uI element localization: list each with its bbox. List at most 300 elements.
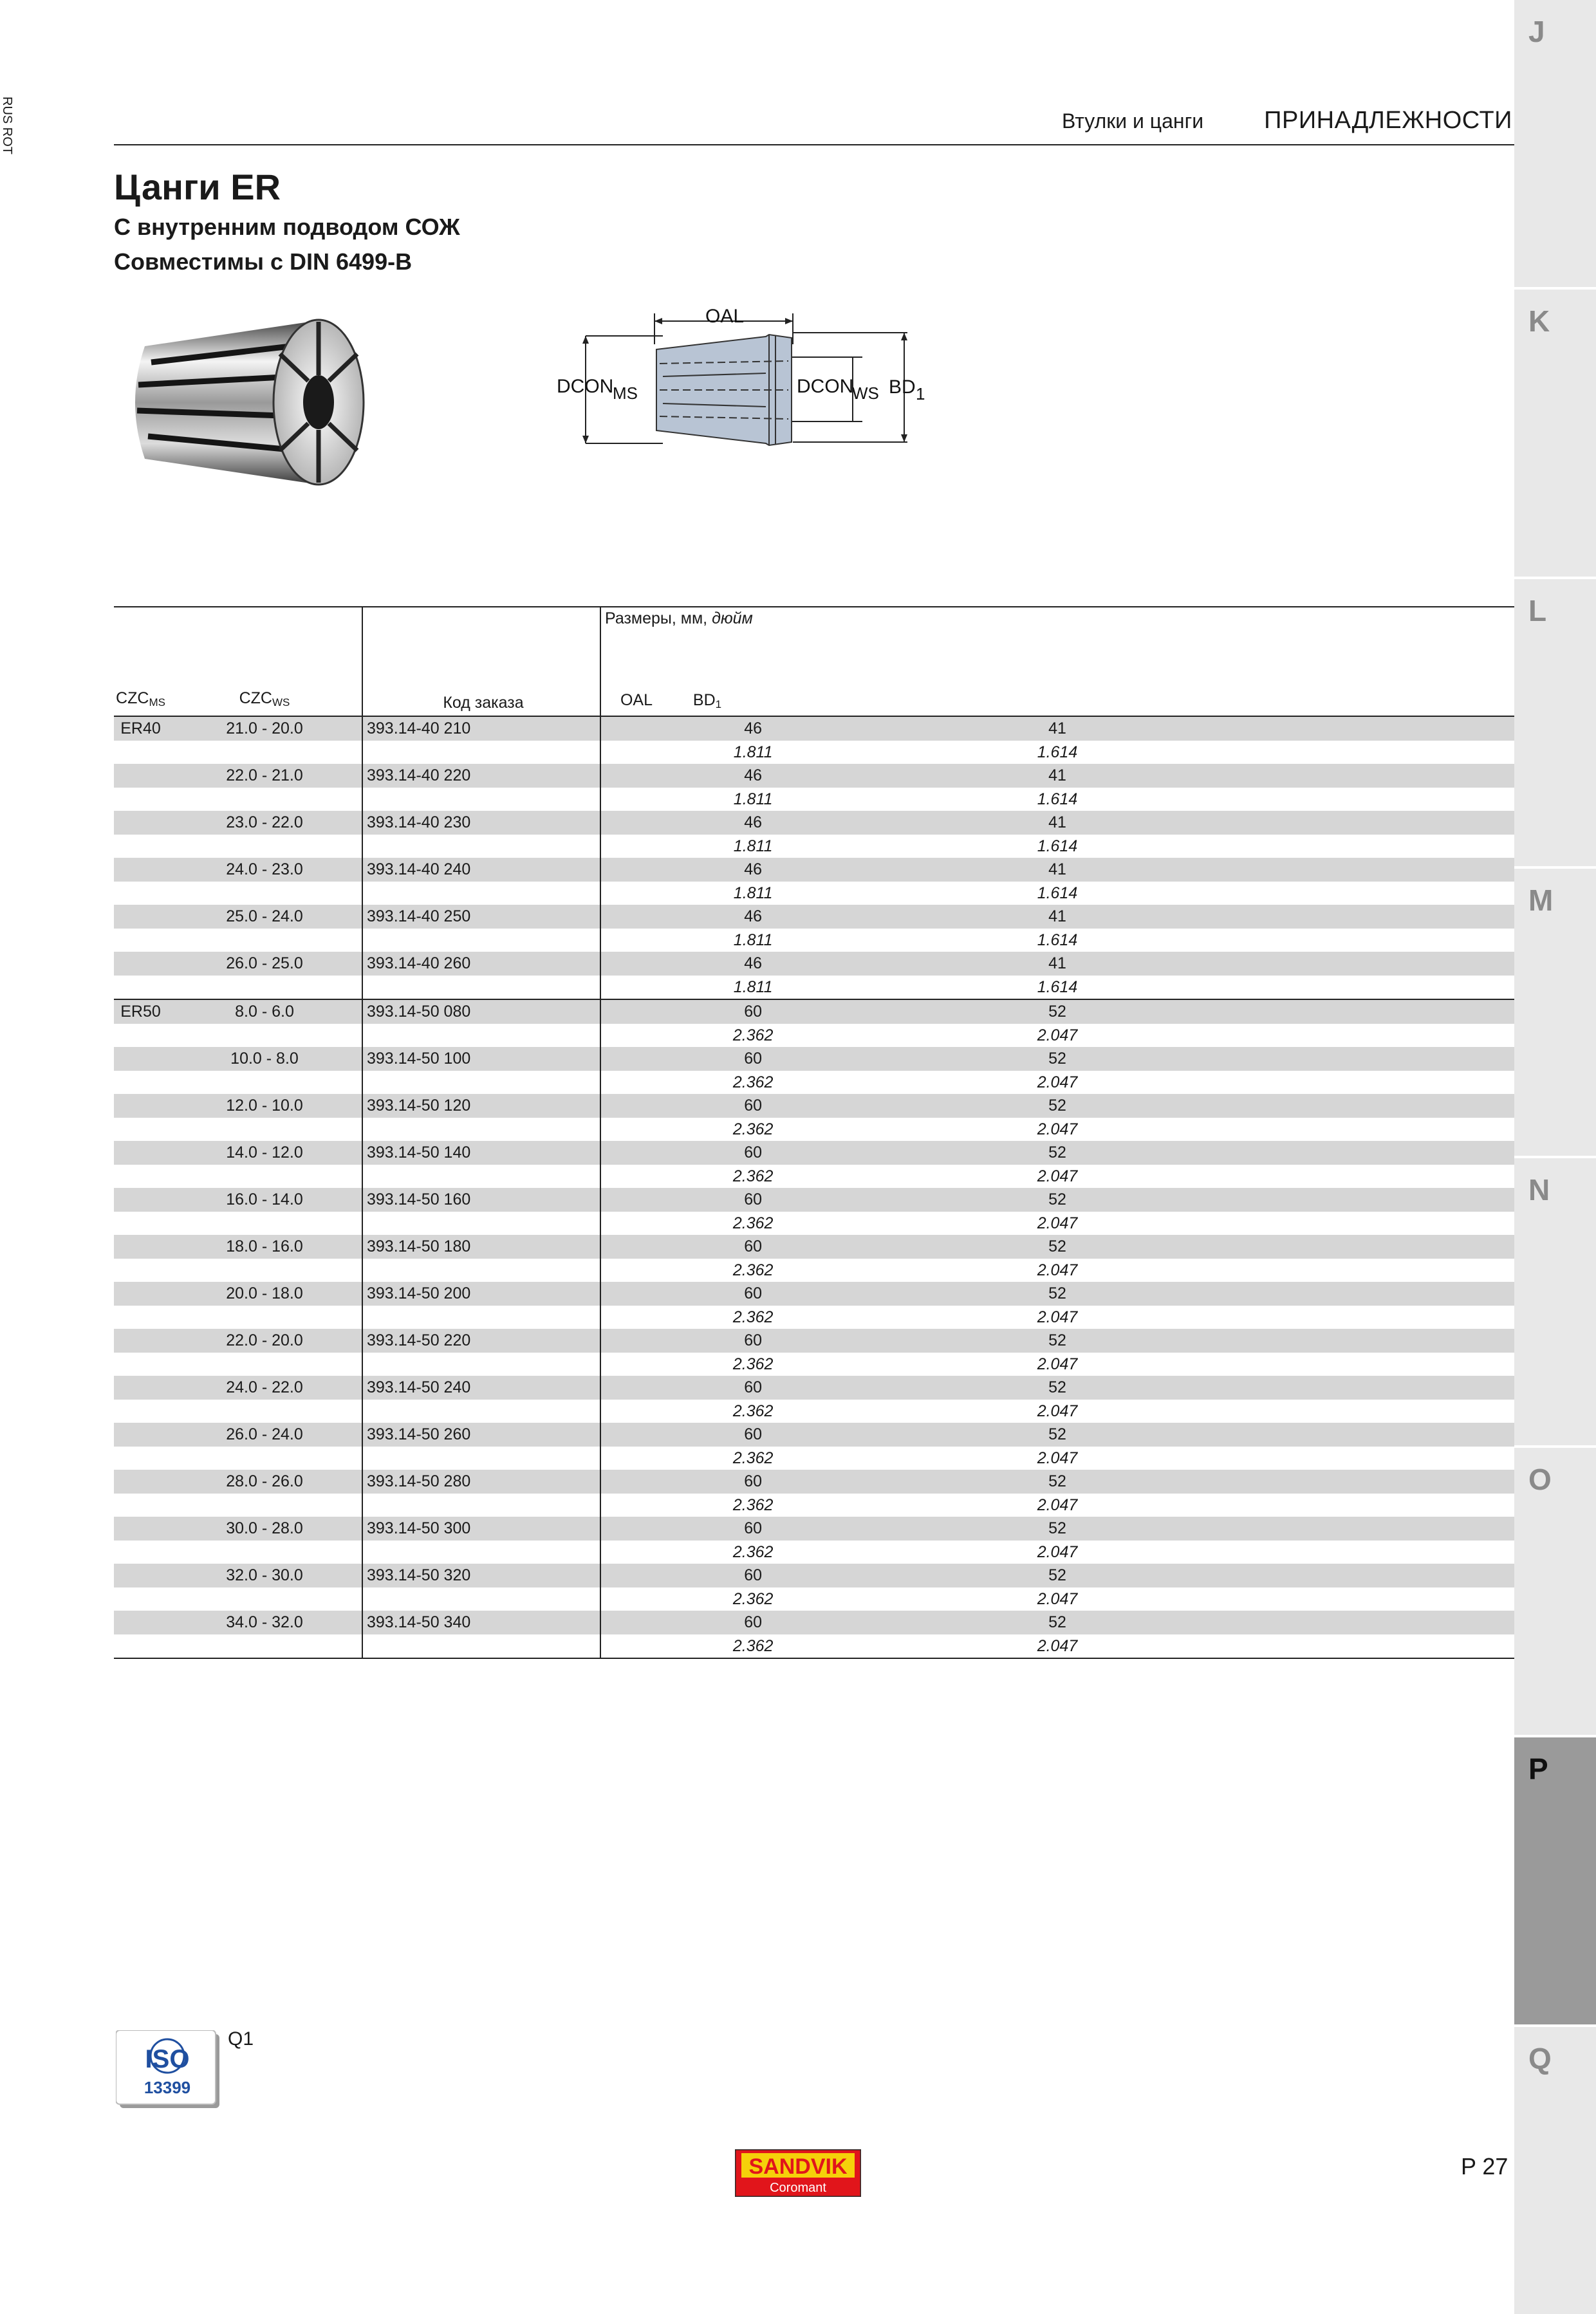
- cell-empty: [167, 1212, 362, 1236]
- cell-oal-inch: 2.362: [600, 1071, 905, 1095]
- cell-czc-ws: 34.0 - 32.0: [167, 1611, 362, 1634]
- cell-bd1-inch: 2.047: [1037, 1589, 1078, 1608]
- cell-bd1-mm: 41: [905, 811, 1209, 835]
- table-row: [114, 1423, 1514, 1447]
- cell-empty: [1210, 1634, 1514, 1659]
- cell-empty: [167, 1587, 362, 1611]
- col-bd1: $BD_1$: [692, 691, 722, 710]
- cell-empty: [362, 1212, 600, 1236]
- cell-bd1-inch: 1.614: [1037, 884, 1078, 902]
- cell-czc-ms: [114, 952, 167, 976]
- cell-empty: [114, 1494, 167, 1517]
- cell-oal-mm: 60: [600, 1282, 905, 1306]
- cell-empty: [362, 976, 600, 1000]
- cell-czc-ms: [114, 1235, 167, 1259]
- cell-empty: [1210, 1353, 1514, 1376]
- cell-empty: [362, 741, 600, 764]
- cell-empty: [114, 1306, 167, 1329]
- cell-czc-ws: 23.0 - 22.0: [167, 811, 362, 835]
- cell-oal-mm: 60: [600, 1611, 905, 1634]
- table-row: [114, 716, 1514, 741]
- logo-brand: SANDVIK: [748, 2154, 848, 2179]
- cell-empty: [1210, 1259, 1514, 1282]
- collet-image: [125, 314, 370, 491]
- cell-bd1-inch: 2.047: [1037, 1167, 1078, 1185]
- cell-bd1-inch: 2.047: [905, 1634, 1209, 1659]
- table-row-inch: [114, 1587, 1514, 1611]
- table-row: [114, 1376, 1514, 1400]
- cell-empty: [114, 1353, 167, 1376]
- cell-czc-ms: [114, 1094, 167, 1118]
- cell-bd1-mm: 52: [905, 1564, 1209, 1587]
- cell-czc-ms: [114, 905, 167, 929]
- cell-oal-inch: 2.362: [600, 1165, 905, 1189]
- cell-bd1-mm: 52: [905, 1235, 1209, 1259]
- cell-bd1-mm: 52: [905, 1141, 1209, 1165]
- table-row: [114, 1047, 1514, 1071]
- cell-empty: [1210, 952, 1514, 976]
- col-oal: OAL: [620, 691, 653, 709]
- iso-number: 13399: [144, 2078, 191, 2097]
- cell-empty: [114, 1400, 167, 1423]
- table-row-inch: [114, 929, 1514, 952]
- table-row-inch: [114, 976, 1514, 1000]
- header-subsection: Втулки и цанги: [1062, 109, 1204, 133]
- table-row-inch: [114, 1259, 1514, 1282]
- cell-empty: [1210, 1094, 1514, 1118]
- dcon-ms-label: DCON: [557, 376, 614, 397]
- cell-empty: [114, 1071, 167, 1095]
- cell-empty: [1210, 976, 1514, 1000]
- cell-empty: [167, 1071, 362, 1095]
- cell-empty: [1210, 788, 1514, 811]
- header-section: ПРИНАДЛЕЖНОСТИ: [1264, 107, 1512, 134]
- cell-czc-ws: 22.0 - 20.0: [167, 1329, 362, 1353]
- cell-czc-ws: 24.0 - 23.0: [167, 858, 362, 882]
- q-reference: Q1: [228, 2028, 254, 2050]
- cell-empty: [1210, 1047, 1514, 1071]
- cell-oal-inch: 2.362: [600, 1447, 905, 1470]
- cell-empty: [1210, 1400, 1514, 1423]
- iso-text: ISO: [145, 2045, 190, 2073]
- cell-bd1-mm: 52: [905, 1423, 1209, 1447]
- table-row-inch: [114, 1212, 1514, 1236]
- table-row-inch: [114, 1118, 1514, 1142]
- cell-empty: [114, 788, 167, 811]
- cell-czc-ms: [114, 1564, 167, 1587]
- table-row: [114, 1235, 1514, 1259]
- cell-empty: [167, 835, 362, 858]
- cell-empty: [167, 1353, 362, 1376]
- cell-oal-mm: 60: [600, 1517, 905, 1541]
- cell-empty: [1210, 1447, 1514, 1470]
- cell-bd1-mm: 52: [905, 1094, 1209, 1118]
- cell-order-code: 393.14-50 340: [362, 1611, 600, 1634]
- cell-bd1-mm: 52: [905, 1188, 1209, 1212]
- cell-empty: [362, 882, 600, 905]
- side-code: RUS ROT: [0, 97, 14, 154]
- tab-n[interactable]: N: [1514, 1158, 1596, 1445]
- iso-13399-badge: [116, 2030, 222, 2111]
- cell-oal-inch: 2.362: [600, 1259, 905, 1282]
- cell-empty: [1210, 1071, 1514, 1095]
- cell-order-code: 393.14-50 300: [362, 1517, 600, 1541]
- cell-empty: [1210, 1118, 1514, 1142]
- cell-empty: [1210, 716, 1514, 741]
- cell-czc-ms: [114, 764, 167, 788]
- table-row-inch: [114, 1165, 1514, 1189]
- cell-czc-ws: 21.0 - 20.0: [167, 716, 362, 741]
- cell-bd1-inch: 2.047: [1037, 1073, 1078, 1091]
- cell-order-code: 393.14-50 260: [362, 1423, 600, 1447]
- cell-oal-mm: 60: [600, 1188, 905, 1212]
- cell-empty: [114, 1541, 167, 1564]
- cell-empty: [114, 1165, 167, 1189]
- cell-order-code: 393.14-40 240: [362, 858, 600, 882]
- cell-oal-mm: 60: [600, 1047, 905, 1071]
- cell-czc-ws: 16.0 - 14.0: [167, 1188, 362, 1212]
- cell-empty: [1210, 1188, 1514, 1212]
- cell-order-code: 393.14-50 140: [362, 1141, 600, 1165]
- cell-empty: [114, 882, 167, 905]
- cell-empty: [167, 1259, 362, 1282]
- table-row-inch: [114, 1306, 1514, 1329]
- header-rule: [114, 144, 1514, 145]
- cell-empty: [1210, 1329, 1514, 1353]
- cell-czc-ws: 26.0 - 24.0: [167, 1423, 362, 1447]
- cell-empty: [1210, 835, 1514, 858]
- cell-empty: [362, 1071, 600, 1095]
- cell-oal-mm: 60: [600, 1564, 905, 1587]
- cell-order-code: 393.14-50 080: [362, 999, 600, 1024]
- cell-bd1-mm: 41: [905, 905, 1209, 929]
- subtitle-din: Совместимы с DIN 6499-B: [114, 248, 413, 275]
- cell-empty: [1210, 741, 1514, 764]
- cell-oal-inch: 1.811: [600, 976, 905, 1000]
- cell-oal-inch: 1.811: [600, 835, 905, 858]
- cell-empty: [114, 1447, 167, 1470]
- table-row-inch: [114, 1353, 1514, 1376]
- section-tabs: [1514, 0, 1596, 2257]
- cell-czc-ms: ER40: [114, 716, 167, 741]
- cell-czc-ws: 32.0 - 30.0: [167, 1564, 362, 1587]
- cell-empty: [167, 1306, 362, 1329]
- cell-bd1-mm: 52: [905, 1517, 1209, 1541]
- table-row: [114, 1564, 1514, 1587]
- cell-czc-ws: 14.0 - 12.0: [167, 1141, 362, 1165]
- table-row: [114, 1329, 1514, 1353]
- tab-m[interactable]: M: [1514, 869, 1596, 1156]
- cell-czc-ws: 12.0 - 10.0: [167, 1094, 362, 1118]
- cell-empty: [1210, 1282, 1514, 1306]
- table-row-inch: [114, 1447, 1514, 1470]
- cell-empty: [362, 1353, 600, 1376]
- cell-order-code: 393.14-40 210: [362, 716, 600, 741]
- tab-j[interactable]: J: [1514, 0, 1596, 287]
- table-row: [114, 999, 1514, 1024]
- table-row: [114, 1141, 1514, 1165]
- cell-oal-inch: 1.811: [600, 741, 905, 764]
- cell-empty: [114, 929, 167, 952]
- cell-bd1-mm: 41: [905, 764, 1209, 788]
- cell-bd1-inch: 2.047: [1037, 1261, 1078, 1279]
- cell-empty: [1210, 1376, 1514, 1400]
- cell-empty: [114, 1024, 167, 1048]
- cell-empty: [167, 1494, 362, 1517]
- cell-oal-inch: 2.362: [600, 1541, 905, 1564]
- cell-oal-mm: 46: [600, 952, 905, 976]
- cell-oal-inch: 2.362: [600, 1024, 905, 1048]
- cell-oal-inch: 2.362: [600, 1353, 905, 1376]
- cell-czc-ms: [114, 858, 167, 882]
- cell-czc-ws: 22.0 - 21.0: [167, 764, 362, 788]
- dcon-ws-label: DCON: [797, 376, 854, 397]
- cell-bd1-inch: 1.614: [1037, 930, 1078, 949]
- cell-empty: [1210, 1517, 1514, 1541]
- collet-spec-table: [114, 606, 1514, 1659]
- cell-order-code: 393.14-50 120: [362, 1094, 600, 1118]
- cell-order-code: 393.14-50 180: [362, 1235, 600, 1259]
- cell-oal-inch: 2.362: [600, 1400, 905, 1423]
- oal-label: OAL: [705, 306, 745, 327]
- cell-empty: [362, 1400, 600, 1423]
- cell-empty: [114, 1118, 167, 1142]
- table-row: [114, 1282, 1514, 1306]
- table-row: [114, 1188, 1514, 1212]
- table-row: [114, 811, 1514, 835]
- cell-czc-ws: 28.0 - 26.0: [167, 1470, 362, 1494]
- cell-empty: [1210, 1587, 1514, 1611]
- cell-czc-ms: [114, 1423, 167, 1447]
- cell-bd1-inch: 1.614: [1037, 790, 1078, 808]
- cell-empty: [362, 788, 600, 811]
- cell-empty: [167, 788, 362, 811]
- cell-empty: [167, 882, 362, 905]
- cell-empty: [167, 1634, 362, 1659]
- cell-oal-inch: 2.362: [600, 1212, 905, 1236]
- cell-oal-mm: 46: [600, 858, 905, 882]
- cell-oal-inch: 2.362: [600, 1494, 905, 1517]
- cell-bd1-mm: 52: [905, 1329, 1209, 1353]
- cell-empty: [114, 835, 167, 858]
- cell-oal-mm: 60: [600, 1235, 905, 1259]
- cell-czc-ws: 20.0 - 18.0: [167, 1282, 362, 1306]
- cell-bd1-mm: 52: [905, 999, 1209, 1024]
- cell-czc-ms: [114, 1141, 167, 1165]
- tab-k[interactable]: K: [1514, 290, 1596, 577]
- cell-bd1-mm: 52: [905, 1047, 1209, 1071]
- table-row-inch: [114, 741, 1514, 764]
- cell-empty: [167, 1447, 362, 1470]
- cell-oal-inch: 2.362: [600, 1118, 905, 1142]
- cell-oal-inch: 1.811: [600, 929, 905, 952]
- cell-czc-ms: [114, 1047, 167, 1071]
- cell-empty: [362, 1634, 600, 1659]
- cell-empty: [362, 929, 600, 952]
- table-row: [114, 1611, 1514, 1634]
- page-number: P 27: [1461, 2153, 1508, 2180]
- cell-czc-ms: [114, 1329, 167, 1353]
- cell-czc-ms: [114, 1282, 167, 1306]
- cell-czc-ws: 10.0 - 8.0: [167, 1047, 362, 1071]
- cell-empty: [1210, 905, 1514, 929]
- cell-bd1-mm: 52: [905, 1376, 1209, 1400]
- cell-empty: [167, 976, 362, 1000]
- cell-czc-ws: 25.0 - 24.0: [167, 905, 362, 929]
- tab-o[interactable]: O: [1514, 1448, 1596, 1735]
- cell-empty: [167, 1541, 362, 1564]
- cell-czc-ms: [114, 1188, 167, 1212]
- cell-empty: [1210, 1306, 1514, 1329]
- cell-empty: [1210, 1212, 1514, 1236]
- cell-empty: [1210, 1423, 1514, 1447]
- cell-bd1-inch: 2.047: [1037, 1026, 1078, 1044]
- cell-bd1-inch: 2.047: [1037, 1495, 1078, 1514]
- cell-oal-mm: 46: [600, 716, 905, 741]
- cell-empty: [362, 1494, 600, 1517]
- cell-order-code: 393.14-50 240: [362, 1376, 600, 1400]
- cell-czc-ms: [114, 1611, 167, 1634]
- cell-oal-mm: 46: [600, 764, 905, 788]
- cell-czc-ws: 8.0 - 6.0: [167, 999, 362, 1024]
- cell-empty: [1210, 999, 1514, 1024]
- cell-bd1-inch: 2.047: [1037, 1120, 1078, 1138]
- cell-empty: [1210, 1165, 1514, 1189]
- cell-empty: [1210, 929, 1514, 952]
- cell-oal-inch: 1.811: [600, 882, 905, 905]
- cell-order-code: 393.14-40 220: [362, 764, 600, 788]
- cell-empty: [362, 1118, 600, 1142]
- cell-empty: [362, 1587, 600, 1611]
- cell-empty: [167, 929, 362, 952]
- cell-empty: [114, 741, 167, 764]
- cell-empty: [362, 1447, 600, 1470]
- table-row: [114, 952, 1514, 976]
- cell-empty: [1210, 1141, 1514, 1165]
- cell-oal-mm: 60: [600, 1094, 905, 1118]
- col-czc-ws: $CZC_{WS}$: [167, 607, 362, 716]
- cell-empty: [1210, 858, 1514, 882]
- cell-empty: [1210, 882, 1514, 905]
- tab-q[interactable]: Q: [1514, 2027, 1596, 2314]
- cell-empty: [362, 835, 600, 858]
- cell-bd1-mm: 52: [905, 1470, 1209, 1494]
- cell-empty: [114, 1259, 167, 1282]
- dimension-diagram: [553, 306, 940, 457]
- cell-empty: [1210, 1235, 1514, 1259]
- table-row: [114, 905, 1514, 929]
- cell-empty: [167, 1118, 362, 1142]
- cell-empty: [167, 1024, 362, 1048]
- cell-bd1-inch: 1.614: [1037, 837, 1078, 855]
- col-order-code: Код заказа: [362, 607, 600, 716]
- table-body: [114, 716, 1514, 1658]
- dims-header: [600, 607, 1514, 716]
- table-row: [114, 1517, 1514, 1541]
- cell-empty: [1210, 1611, 1514, 1634]
- bd-sub: 1: [916, 384, 925, 403]
- sandvik-coromant-logo: [735, 2149, 861, 2197]
- cell-order-code: 393.14-40 230: [362, 811, 600, 835]
- cell-order-code: 393.14-50 100: [362, 1047, 600, 1071]
- cell-empty: [1210, 1541, 1514, 1564]
- cell-czc-ws: 26.0 - 25.0: [167, 952, 362, 976]
- table-row-inch: [114, 1541, 1514, 1564]
- cell-oal-inch: 2.362: [600, 1306, 905, 1329]
- table-row: [114, 764, 1514, 788]
- col-czc-ms: $CZC_{MS}$: [114, 607, 167, 716]
- cell-empty: [1210, 1470, 1514, 1494]
- dcon-ws-sub: WS: [852, 384, 879, 403]
- table-row: [114, 1470, 1514, 1494]
- cell-empty: [1210, 1564, 1514, 1587]
- bd-label: BD: [889, 376, 916, 398]
- cell-empty: [362, 1165, 600, 1189]
- cell-oal-mm: 60: [600, 1329, 905, 1353]
- cell-order-code: 393.14-50 220: [362, 1329, 600, 1353]
- cell-order-code: 393.14-50 280: [362, 1470, 600, 1494]
- cell-empty: [167, 741, 362, 764]
- table-row-inch: [114, 1400, 1514, 1423]
- table-header-row: [114, 607, 1514, 716]
- table-row-inch: [114, 1494, 1514, 1517]
- cell-czc-ws: 24.0 - 22.0: [167, 1376, 362, 1400]
- page-title: Цанги ER: [114, 167, 281, 207]
- cell-oal-mm: 60: [600, 1141, 905, 1165]
- cell-bd1-mm: 52: [905, 1611, 1209, 1634]
- cell-empty: [114, 976, 167, 1000]
- cell-empty: [114, 1212, 167, 1236]
- tab-l[interactable]: L: [1514, 579, 1596, 866]
- table-row-inch: [114, 1071, 1514, 1095]
- cell-bd1-inch: 2.047: [1037, 1355, 1078, 1373]
- cell-bd1-mm: 41: [905, 858, 1209, 882]
- table-row-inch: [114, 882, 1514, 905]
- cell-bd1-inch: 2.047: [1037, 1542, 1078, 1561]
- cell-oal-inch: 2.362: [600, 1634, 905, 1659]
- cell-czc-ws: 30.0 - 28.0: [167, 1517, 362, 1541]
- cell-oal-mm: 60: [600, 999, 905, 1024]
- cell-bd1-mm: 52: [905, 1282, 1209, 1306]
- cell-czc-ms: [114, 1517, 167, 1541]
- cell-empty: [362, 1024, 600, 1048]
- table-row: [114, 858, 1514, 882]
- cell-czc-ms: [114, 811, 167, 835]
- cell-empty: [114, 1634, 167, 1659]
- cell-czc-ms: [114, 1376, 167, 1400]
- cell-order-code: 393.14-50 200: [362, 1282, 600, 1306]
- table-row-inch: [114, 788, 1514, 811]
- table-row-inch: [114, 1024, 1514, 1048]
- cell-czc-ms: ER50: [114, 999, 167, 1024]
- cell-empty: [1210, 1494, 1514, 1517]
- cell-empty: [167, 1165, 362, 1189]
- cell-oal-mm: 46: [600, 905, 905, 929]
- cell-bd1-inch: 2.047: [1037, 1402, 1078, 1420]
- cell-bd1-mm: 41: [905, 716, 1209, 741]
- table-row-inch: [114, 835, 1514, 858]
- cell-order-code: 393.14-40 250: [362, 905, 600, 929]
- cell-oal-mm: 60: [600, 1423, 905, 1447]
- cell-czc-ms: [114, 1470, 167, 1494]
- dims-caption: Размеры, мм, дюйм: [605, 609, 753, 627]
- cell-empty: [362, 1306, 600, 1329]
- cell-empty: [1210, 764, 1514, 788]
- cell-bd1-inch: 2.047: [1037, 1214, 1078, 1232]
- cell-order-code: 393.14-50 320: [362, 1564, 600, 1587]
- cell-oal-mm: 60: [600, 1470, 905, 1494]
- tab-p[interactable]: P: [1514, 1737, 1596, 2024]
